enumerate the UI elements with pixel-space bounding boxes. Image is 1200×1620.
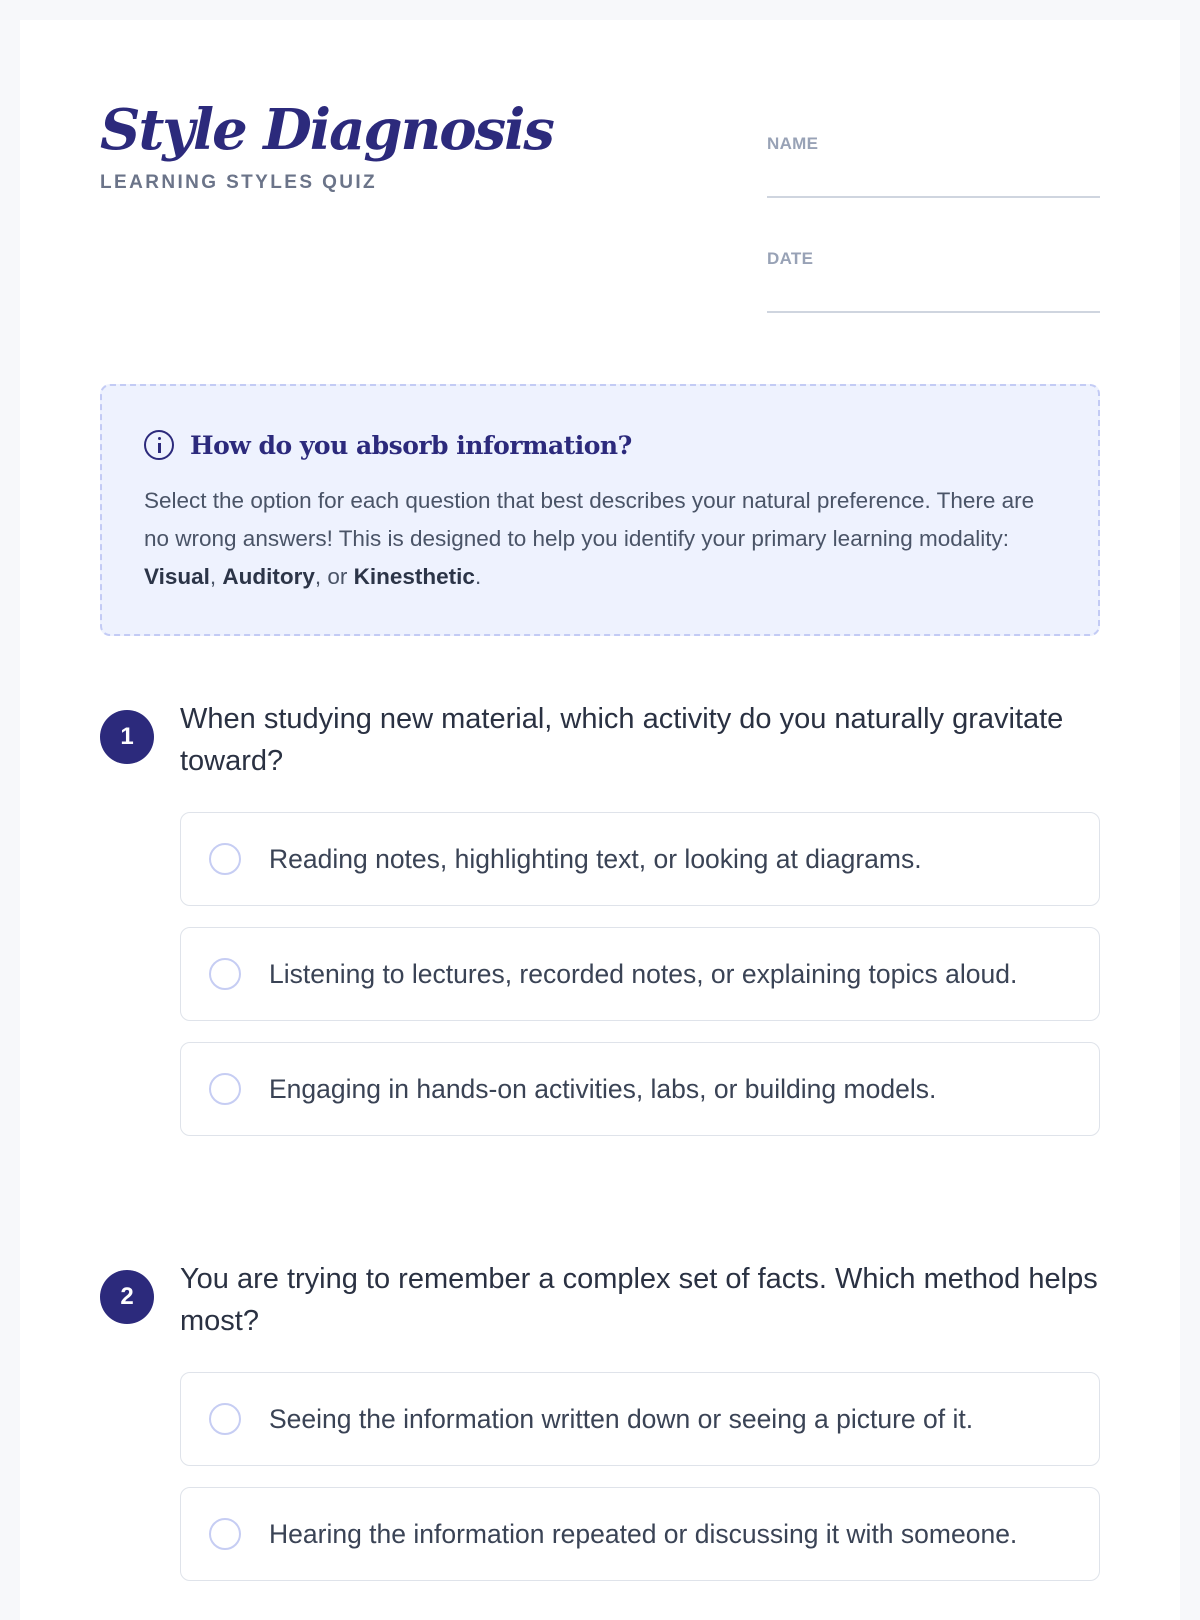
question-number: 2 [100, 1270, 154, 1324]
question-number: 1 [100, 710, 154, 764]
question-text: When studying new material, which activity do you naturally gravitate toward? [180, 703, 1064, 777]
info-icon [144, 430, 174, 460]
option-card[interactable] [180, 812, 1100, 906]
instructions-header [144, 430, 1056, 460]
radio-button[interactable] [209, 1073, 241, 1105]
instructions-body: Select the option for each question that best describes your natural preference. There are no wrong answers! This is designed to help you identify your primary learning modality: [144, 488, 1035, 551]
option-label: Seeing the information written down or seeing a picture of it. [269, 1404, 974, 1434]
option-label: Listening to lectures, recorded notes, or explaining topics aloud. [269, 959, 1018, 989]
date-label: DATE [767, 249, 814, 268]
quiz-sheet [20, 20, 1180, 1620]
option-label: Engaging in hands-on activities, labs, or building models. [269, 1074, 937, 1104]
page-title: Style Diagnosis [100, 97, 553, 163]
radio-button[interactable] [209, 1403, 241, 1435]
date-input-line[interactable] [767, 311, 1100, 313]
option-card[interactable] [180, 1372, 1100, 1466]
page-subtitle: LEARNING STYLES QUIZ [100, 172, 378, 193]
separator: , or [314, 564, 354, 589]
question-1 [100, 698, 1100, 1157]
modality-kinesthetic: Kinesthetic [353, 564, 475, 589]
instructions-box [100, 384, 1100, 636]
modality-auditory: Auditory [222, 564, 315, 589]
name-label: NAME [767, 134, 819, 153]
separator: , [209, 564, 223, 589]
question-text: You are trying to remember a complex set of facts. Which method helps most? [180, 1263, 1098, 1337]
date-field[interactable] [767, 249, 1100, 313]
brand-block [100, 97, 553, 194]
option-list [180, 1372, 1100, 1581]
question-2 [100, 1258, 1100, 1602]
name-input-line[interactable] [767, 196, 1100, 198]
name-field[interactable] [767, 134, 1100, 198]
option-label: Reading notes, highlighting text, or looking at diagrams. [269, 844, 922, 874]
option-list [180, 812, 1100, 1136]
option-card[interactable] [180, 1042, 1100, 1136]
separator: . [474, 564, 482, 589]
radio-button[interactable] [209, 1518, 241, 1550]
modality-visual: Visual [144, 564, 210, 589]
radio-button[interactable] [209, 843, 241, 875]
radio-button[interactable] [209, 958, 241, 990]
option-card[interactable] [180, 927, 1100, 1021]
instructions-title: How do you absorb information? [190, 430, 632, 460]
option-label: Hearing the information repeated or discussing it with someone. [269, 1519, 1018, 1549]
instructions-text [144, 482, 1056, 596]
option-card[interactable] [180, 1487, 1100, 1581]
